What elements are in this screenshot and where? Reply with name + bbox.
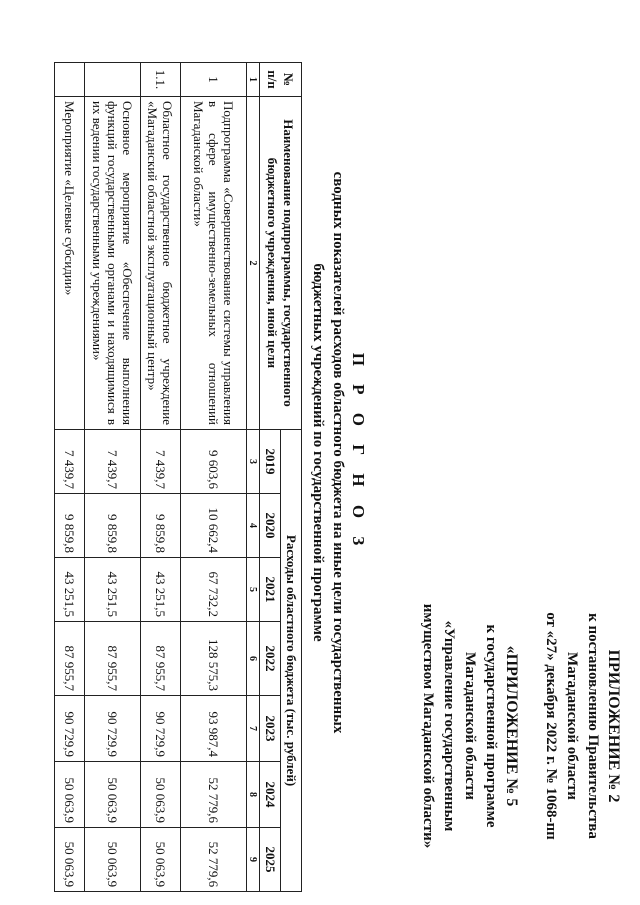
row-value: 50 063,9: [55, 762, 85, 828]
appendix-line-1: к постановлению Правительства: [585, 613, 601, 839]
row-name: Областное государственное бюджетное учреждение «Магаданский областной эксплуатационный центр»: [141, 97, 181, 430]
row-value: 43 251,5: [85, 558, 141, 622]
column-index: 8: [247, 762, 260, 828]
row-name: Подпрограмма «Совершенствование системы управления в сфере имущественно-земельных отношений Магаданской области»: [181, 97, 247, 430]
table-row: [181, 63, 247, 892]
column-index: 2: [247, 97, 260, 430]
row-value: 9 859,8: [55, 494, 85, 558]
header-year: 2023: [260, 696, 281, 762]
forecast-heading: [308, 0, 368, 905]
header-year: 2024: [260, 762, 281, 828]
row-number: 1: [181, 63, 247, 97]
inner-appendix-header: [417, 566, 522, 886]
inner-appendix-line-4: имуществом Магаданской области»: [420, 603, 436, 849]
row-number: 1.1.: [141, 63, 181, 97]
inner-appendix-title: «ПРИЛОЖЕНИЕ № 5: [503, 645, 520, 807]
table-row: [55, 63, 85, 892]
row-value: 7 439,7: [55, 430, 85, 494]
header-year: 2020: [260, 494, 281, 558]
column-index: 7: [247, 696, 260, 762]
row-name: Основное мероприятие «Обеспечение выполнения функций государственными органами и находящимися в их ведении государственными учреждениями»: [85, 97, 141, 430]
column-index: 5: [247, 558, 260, 622]
row-value: 43 251,5: [55, 558, 85, 622]
appendix-line-3: от «27» декабря 2022 г. № 1068-пп: [543, 612, 559, 840]
header-name: Наименование подпрограммы, государственного бюджетного учреждения, иной цели: [260, 97, 302, 430]
forecast-subtitle-1: сводных показателей расходов областного бюджета на иные цели государственных: [330, 171, 346, 734]
row-value: 87 955,7: [55, 622, 85, 696]
row-value: 90 729,9: [55, 696, 85, 762]
inner-appendix-line-3: «Управление государственным: [441, 620, 457, 832]
appendix-title: ПРИЛОЖЕНИЕ № 2: [605, 649, 622, 803]
header-year: 2019: [260, 430, 281, 494]
forecast-subtitle-2: бюджетных учреждений по государственной программе: [310, 263, 326, 642]
row-value: 93 987,4: [181, 696, 247, 762]
header-year: 2025: [260, 828, 281, 892]
row-value: 50 063,9: [85, 762, 141, 828]
header-number: № п/п: [260, 63, 302, 97]
row-value: 10 662,4: [181, 494, 247, 558]
row-value: 52 779,6: [181, 828, 247, 892]
row-value: 90 729,9: [141, 696, 181, 762]
row-name: Мероприятие «Целевые субсидии»: [55, 97, 85, 430]
row-value: 50 063,9: [85, 828, 141, 892]
forecast-title: П Р О Г Н О З: [349, 352, 368, 553]
header-expenses-group: Расходы областного бюджета (тыс. рублей): [281, 430, 302, 892]
row-value: 50 063,9: [141, 762, 181, 828]
row-value: 9 859,8: [141, 494, 181, 558]
row-number: [85, 63, 141, 97]
row-value: 43 251,5: [141, 558, 181, 622]
header-year: 2021: [260, 558, 281, 622]
inner-appendix-line-2: Магаданской области: [462, 652, 478, 800]
expenses-table: [54, 62, 302, 892]
column-index: 3: [247, 430, 260, 494]
row-value: 9 859,8: [85, 494, 141, 558]
column-index: 9: [247, 828, 260, 892]
row-value: 87 955,7: [141, 622, 181, 696]
row-value: 50 063,9: [141, 828, 181, 892]
header-year: 2022: [260, 622, 281, 696]
row-value: 7 439,7: [141, 430, 181, 494]
row-value: 50 063,9: [55, 828, 85, 892]
row-value: 7 439,7: [85, 430, 141, 494]
appendix-header: [540, 566, 624, 886]
row-value: 9 603,6: [181, 430, 247, 494]
row-value: 87 955,7: [85, 622, 141, 696]
table-row: [141, 63, 181, 892]
column-index: 4: [247, 494, 260, 558]
column-index: 1: [247, 63, 260, 97]
row-value: 128 575,3: [181, 622, 247, 696]
row-value: 90 729,9: [85, 696, 141, 762]
appendix-line-2: Магаданской области: [564, 652, 580, 800]
column-index: 6: [247, 622, 260, 696]
table-row: [85, 63, 141, 892]
row-number: [55, 63, 85, 97]
row-value: 52 779,6: [181, 762, 247, 828]
inner-appendix-line-1: к государственной программе: [483, 624, 499, 828]
row-value: 67 732,2: [181, 558, 247, 622]
